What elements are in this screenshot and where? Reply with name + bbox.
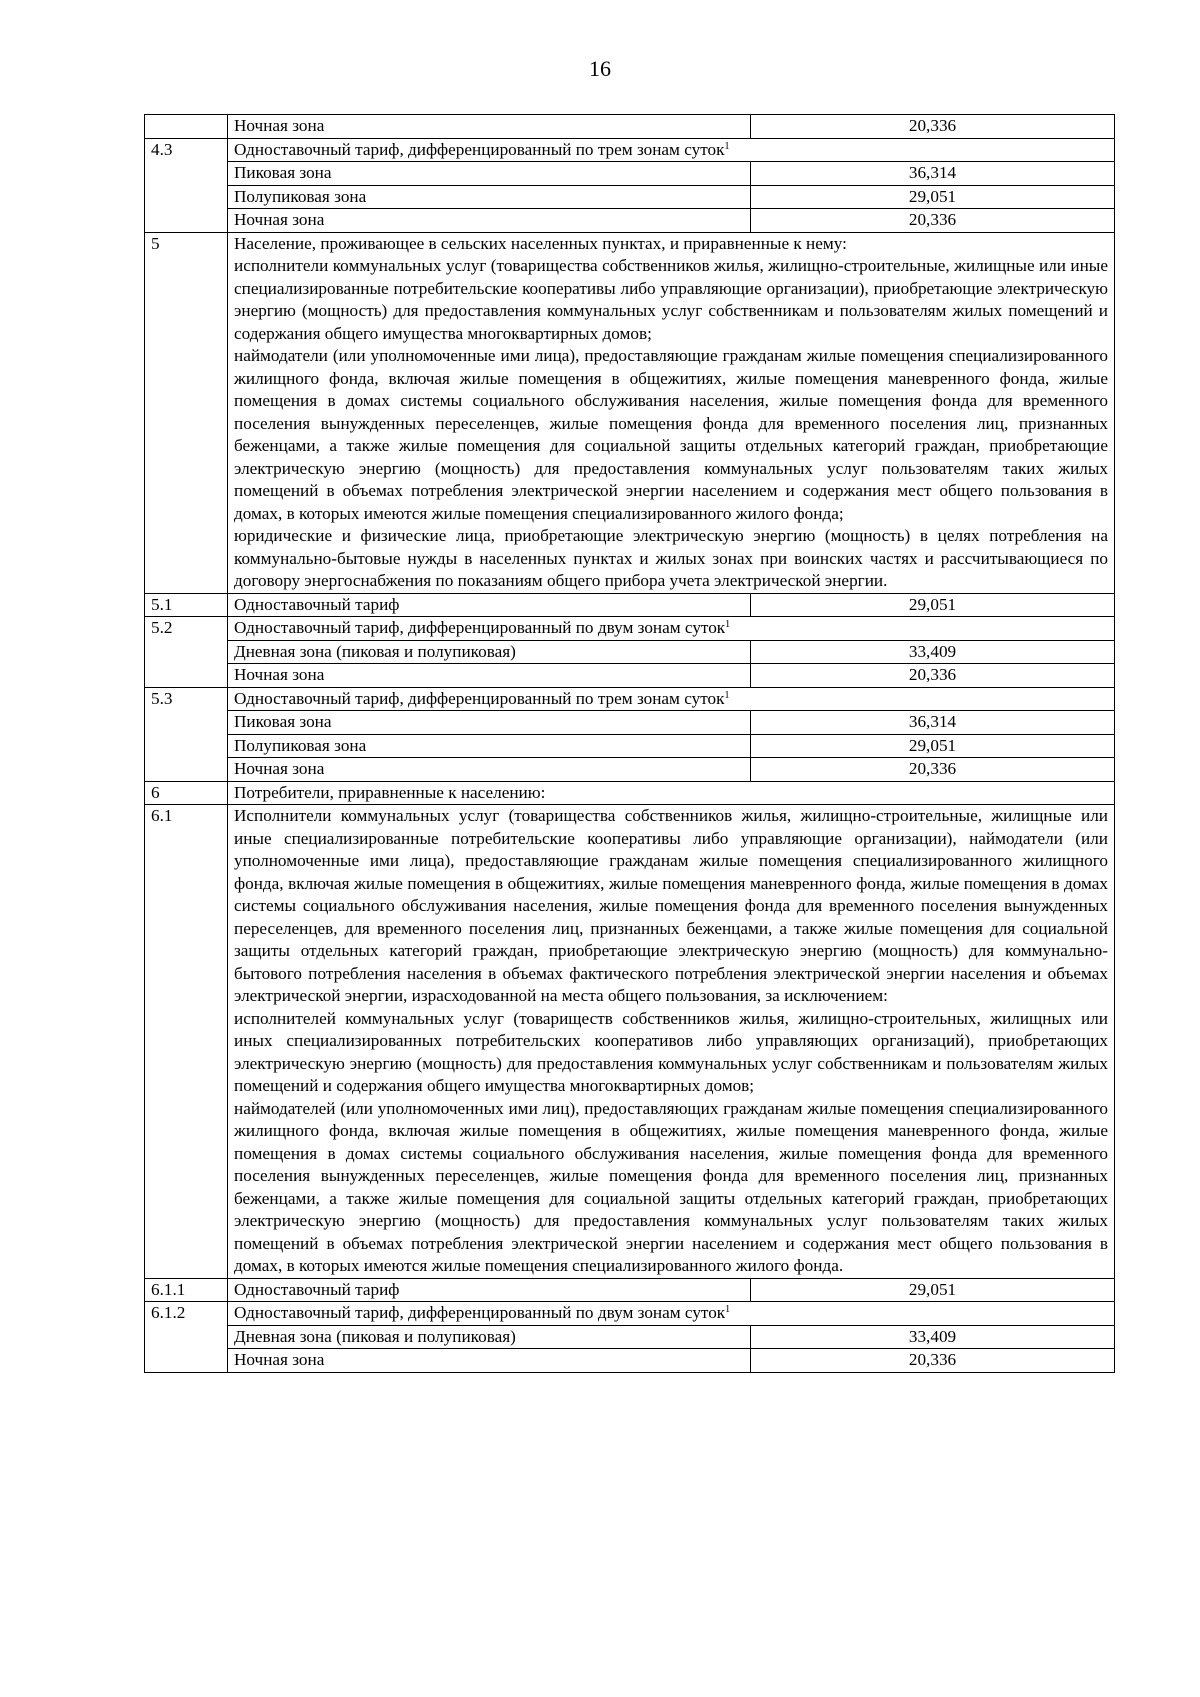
description-paragraph: исполнители коммунальных услуг (товарищества собственников жилья, жилищно-строительные, жилищные или иные специализированные потребительские кооперативы либо управляющие организации), приобретающие электрическую энергию (мощность) для предоставления коммунальных услуг собственникам и пользователям жилых помещений и содержания общего имущества многоквартирных домов; <box>234 256 1108 343</box>
tariff-heading: Одноставочный тариф, дифференцированный по двум зонам суток$^1$ <box>228 1302 1115 1326</box>
row-number <box>145 162 228 186</box>
row-number: 6.1.1 <box>145 1278 228 1302</box>
table-row <box>145 209 1115 233</box>
table-row <box>145 115 1115 139</box>
table-row <box>145 805 1115 1279</box>
table-row <box>145 617 1115 641</box>
zone-label: Полупиковая зона <box>228 185 751 209</box>
zone-label: Ночная зона <box>228 758 751 782</box>
row-number: 5.2 <box>145 617 228 641</box>
zone-label: Пиковая зона <box>228 162 751 186</box>
description-paragraph: наймодателей (или уполномоченных ими лиц), предоставляющих гражданам жилые помещения специализированного жилищного фонда, включая жилые помещения в общежитиях, жилые помещения маневренного фонда, жилые помещения в домах системы социального обслуживания населения, жилые помещения фонда для временного поселения вынужденных переселенцев, жилые помещения фонда для временного поселения лиц, признанных беженцами, а также жилые помещения для социальной защиты отдельных категорий граждан, приобретающих электрическую энергию (мощность) для предоставления коммунальных услуг пользователям таких жилых помещений в объемах потребления электрической энергии населением и содержания мест общего пользования в домах, в которых имеются жилые помещения специализированного жилого фонда. <box>234 1098 1108 1275</box>
row-number <box>145 115 228 139</box>
row-number: 6.1 <box>145 805 228 1279</box>
tariff-value: 36,314 <box>751 711 1115 735</box>
row-number: 4.3 <box>145 138 228 162</box>
zone-label: Ночная зона <box>228 664 751 688</box>
zone-label: Ночная зона <box>228 1349 751 1373</box>
tariff-label: Одноставочный тариф <box>228 593 751 617</box>
table-row <box>145 185 1115 209</box>
table-row <box>145 138 1115 162</box>
tariff-heading: Одноставочный тариф, дифференцированный по трем зонам суток$^1$ <box>228 138 1115 162</box>
description-paragraph: Исполнители коммунальных услуг (товарищества собственников жилья, жилищно-строительные, жилищные или иные специализированные потребительские кооперативы либо управляющие организации), наймодатели (или уполномоченные ими лица), предоставляющие гражданам жилые помещения специализированного жилищного фонда, включая жилые помещения в общежитиях, жилые помещения маневренного фонда, жилые помещения в домах системы социального обслуживания населения, жилые помещения фонда для временного поселения вынужденных переселенцев, для временного поселения лиц, признанных беженцами, а также жилые помещения для социальной защиты отдельных категорий граждан, приобретающие электрическую энергию (мощность) для коммунально-бытового потребления населения в объемах фактического потребления электрической энергии населения и объемах электрической энергии, израсходованной на места общего пользования, за исключением: <box>234 806 1108 1005</box>
table-row <box>145 1302 1115 1326</box>
tariff-value: 29,051 <box>751 734 1115 758</box>
footnote-marker: 1 <box>724 689 730 701</box>
row-number: 6.1.2 <box>145 1302 228 1326</box>
tariff-value: 20,336 <box>751 1349 1115 1373</box>
tariff-value: 29,051 <box>751 1278 1115 1302</box>
footnote-marker: 1 <box>725 1304 731 1315</box>
table-row <box>145 1278 1115 1302</box>
row-number <box>145 1325 228 1349</box>
row-number <box>145 185 228 209</box>
table-row <box>145 687 1115 711</box>
tariff-table <box>144 114 1115 1373</box>
row-number: 5.1 <box>145 593 228 617</box>
row-number <box>145 664 228 688</box>
row-number: 5.3 <box>145 687 228 711</box>
zone-label: Ночная зона <box>228 209 751 233</box>
zone-label: Полупиковая зона <box>228 734 751 758</box>
row-number <box>145 758 228 782</box>
row-number <box>145 209 228 233</box>
description-paragraph: исполнителей коммунальных услуг (товариществ собственников жилья, жилищно-строительных, жилищных или иных специализированных потребительских кооперативов либо управляющих организаций), приобретающих электрическую энергию (мощность) для предоставления коммунальных услуг собственникам и пользователям жилых помещений и содержания общего имущества многоквартирных домов; <box>234 1008 1108 1095</box>
tariff-value: 29,051 <box>751 593 1115 617</box>
page-number: 16 <box>589 56 611 81</box>
tariff-heading: Одноставочный тариф, дифференцированный по двум зонам суток$^1$ <box>228 617 1115 641</box>
description-paragraph: юридические и физические лица, приобретающие электрическую энергию (мощность) в целях потребления на коммунально-бытовые нужды в населенных пунктах и жилых зонах при воинских частях и рассчитывающиеся по договору энергоснабжения по показаниям общего прибора учета электрической энергии. <box>234 526 1108 590</box>
tariff-value: 29,051 <box>751 185 1115 209</box>
tariff-value: 20,336 <box>751 115 1115 139</box>
tariff-label: Одноставочный тариф <box>228 1278 751 1302</box>
consumer-description <box>228 805 1115 1279</box>
footnote-marker: 1 <box>724 140 730 152</box>
tariff-heading: Одноставочный тариф, дифференцированный по трем зонам суток$^1$ <box>228 687 1115 711</box>
table-row <box>145 162 1115 186</box>
table-row <box>145 593 1115 617</box>
row-number: 5 <box>145 232 228 593</box>
description-paragraph: Население, проживающее в сельских населенных пунктах, и приравненные к нему: <box>234 233 847 253</box>
row-number <box>145 640 228 664</box>
row-number <box>145 734 228 758</box>
table-row <box>145 640 1115 664</box>
zone-label: Дневная зона (пиковая и полупиковая) <box>228 640 751 664</box>
description-paragraph: наймодатели (или уполномоченные ими лица), предоставляющие гражданам жилые помещения специализированного жилищного фонда, включая жилые помещения в общежитиях, жилые помещения маневренного фонда, жилые помещения в домах системы социального обслуживания населения, жилые помещения фонда для временного поселения вынужденных переселенцев, жилые помещения фонда для временного поселения лиц, признанных беженцами, а также жилые помещения для социальной защиты отдельных категорий граждан, приобретающие электрическую энергию (мощность) для предоставления коммунальных услуг пользователям таких жилых помещений в объемах потребления электрической энергии населением и содержания мест общего пользования в домах, в которых имеются жилые помещения специализированного жилого фонда; <box>234 346 1108 523</box>
row-number <box>145 711 228 735</box>
table-row <box>145 781 1115 805</box>
tariff-value: 20,336 <box>751 209 1115 233</box>
tariff-value: 36,314 <box>751 162 1115 186</box>
table-row <box>145 758 1115 782</box>
section-heading: Потребители, приравненные к населению: <box>228 781 1115 805</box>
row-number: 6 <box>145 781 228 805</box>
tariff-value: 20,336 <box>751 664 1115 688</box>
tariff-value: 33,409 <box>751 1325 1115 1349</box>
table-row <box>145 1349 1115 1373</box>
tariff-value: 33,409 <box>751 640 1115 664</box>
table-row <box>145 232 1115 593</box>
tariff-value: 20,336 <box>751 758 1115 782</box>
zone-label: Ночная зона <box>228 115 751 139</box>
table-row <box>145 1325 1115 1349</box>
footnote-marker: 1 <box>725 619 731 630</box>
table-row <box>145 734 1115 758</box>
table-row <box>145 711 1115 735</box>
row-number <box>145 1349 228 1373</box>
zone-label: Пиковая зона <box>228 711 751 735</box>
consumer-description <box>228 232 1115 593</box>
table-row <box>145 664 1115 688</box>
zone-label: Дневная зона (пиковая и полупиковая) <box>228 1325 751 1349</box>
